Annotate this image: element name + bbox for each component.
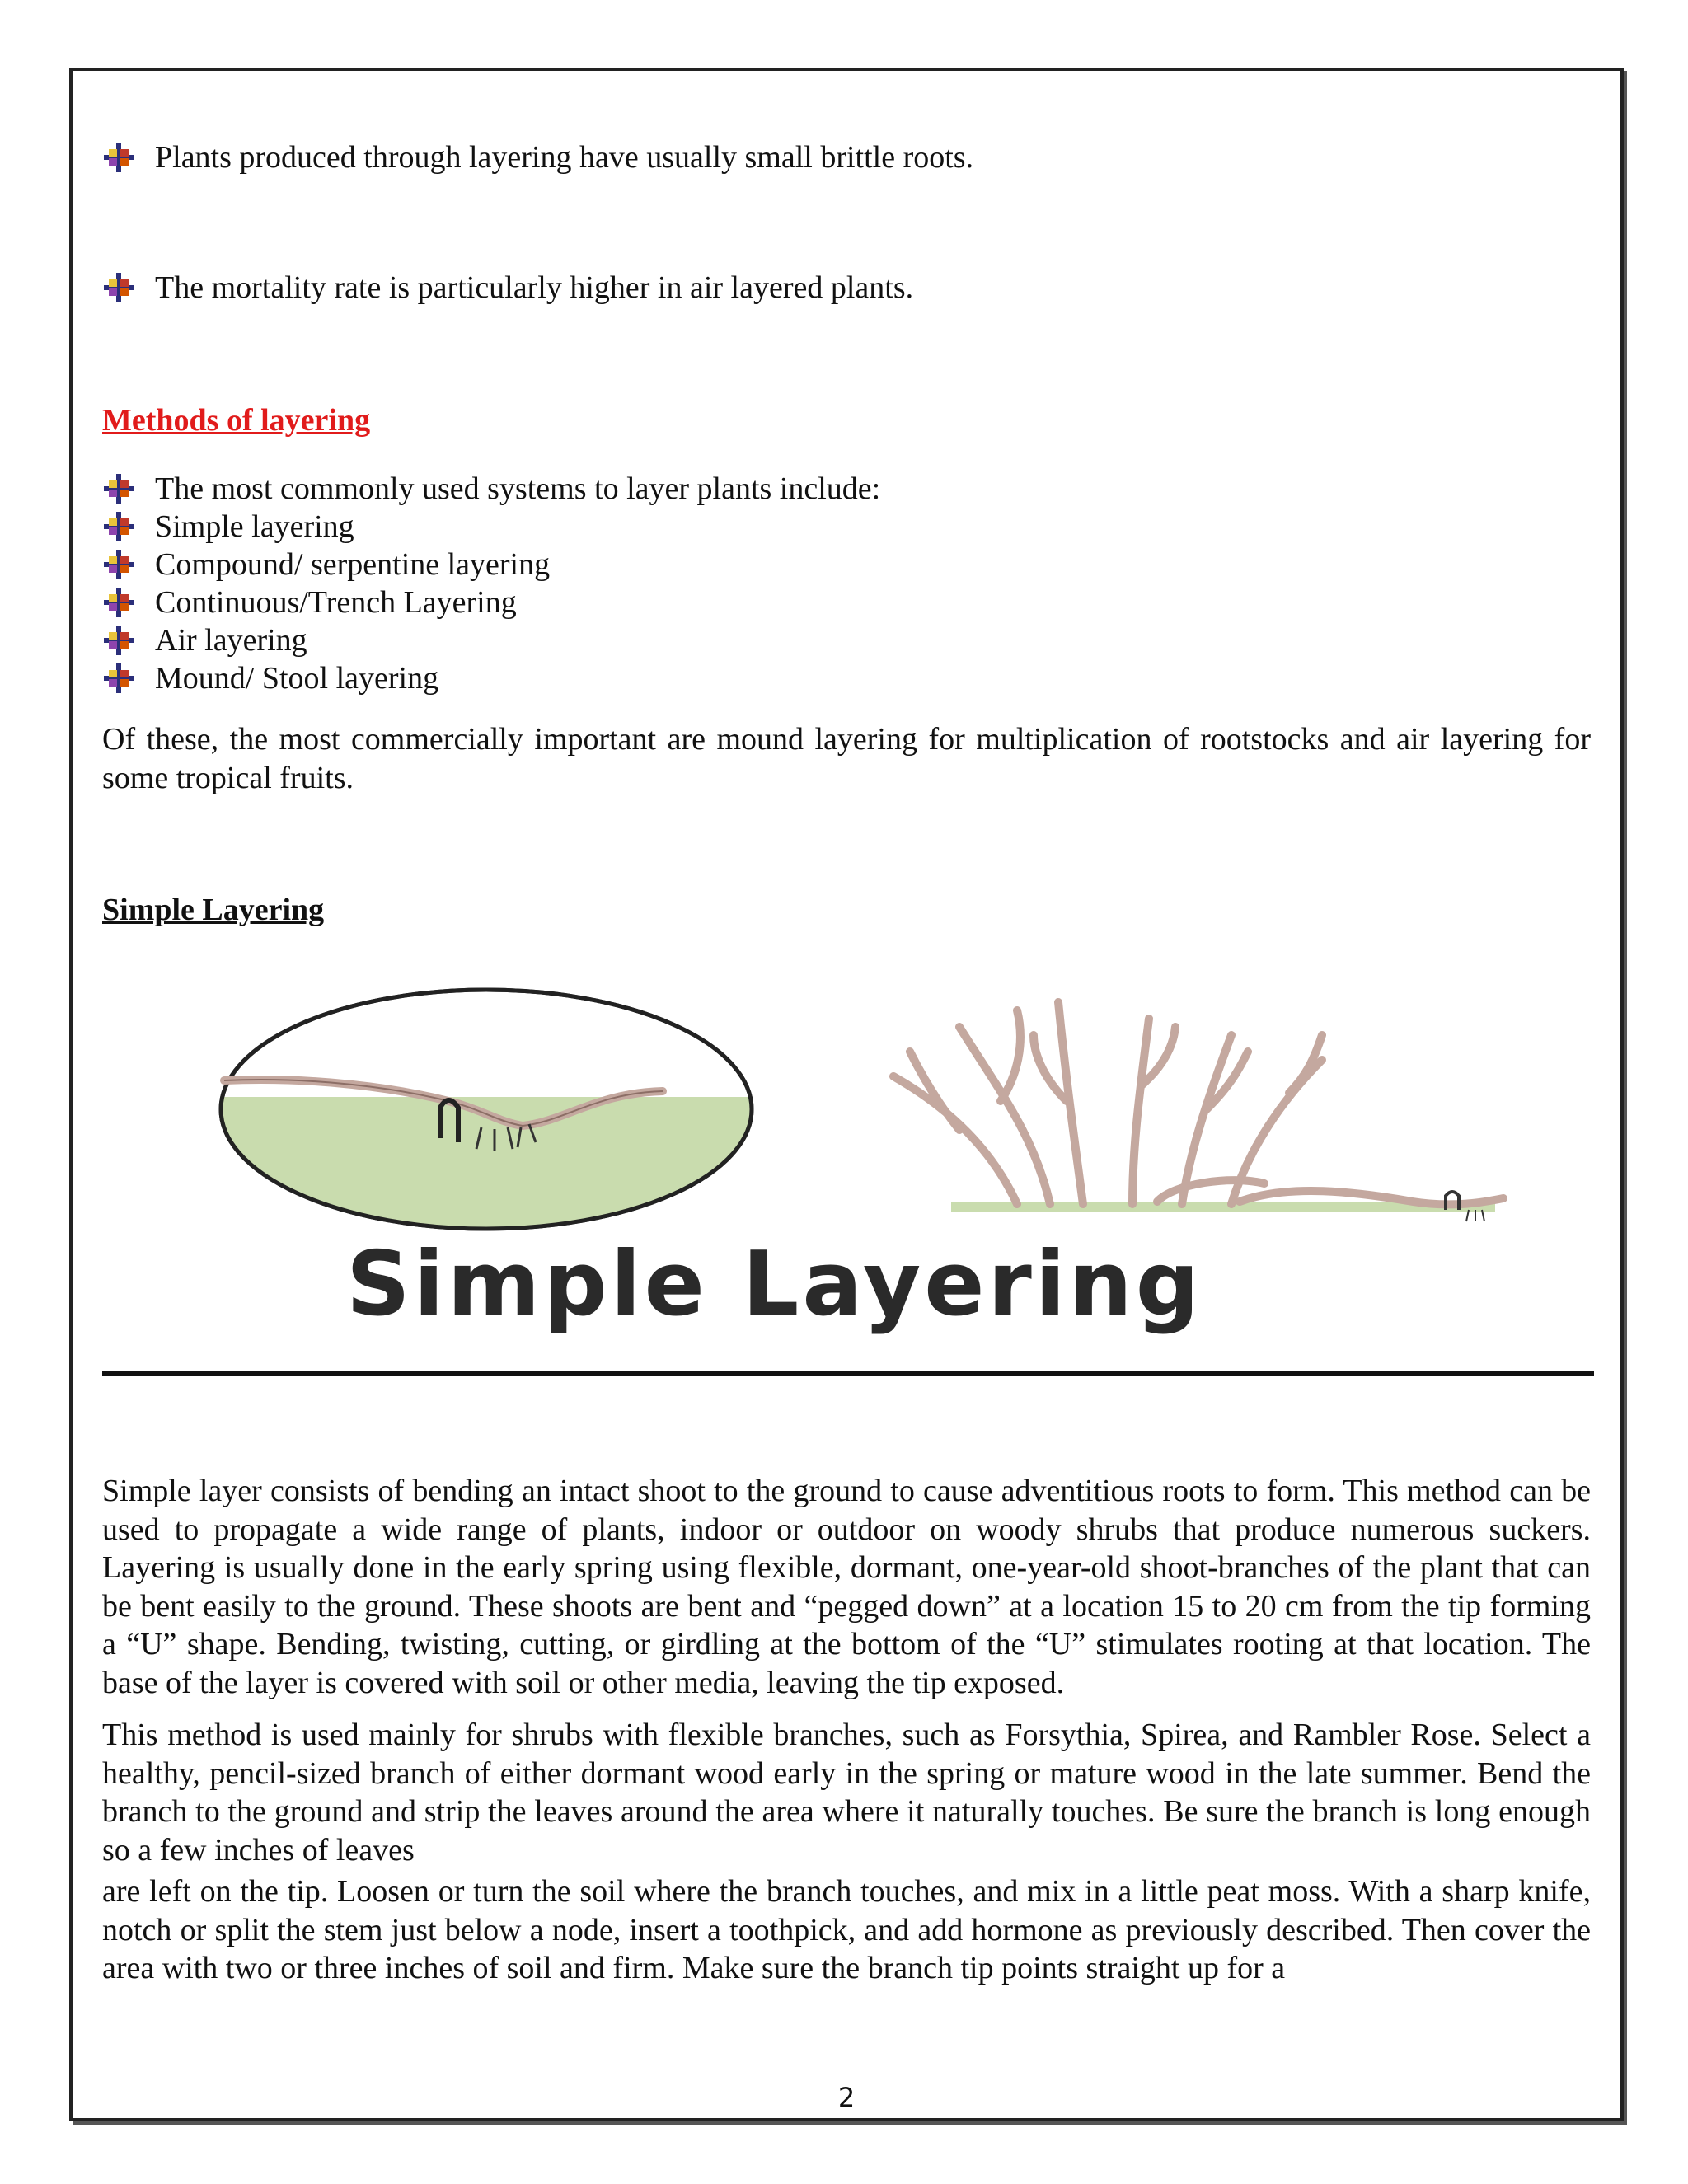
plus-cross-bullet-icon: [102, 141, 135, 174]
methods-heading: Methods of layering: [102, 403, 371, 438]
plus-cross-bullet-icon: [102, 548, 135, 581]
simple-layering-illustration: [135, 986, 1553, 1422]
list-item-text: The mortality rate is particularly higher in air layered plants.: [155, 270, 914, 305]
list-item: [102, 621, 307, 659]
list-item: [102, 470, 880, 508]
simple-layering-paragraph-2b: are left on the tip. Loosen or turn the soil where the branch touches, and mix in a little peat moss. With a sharp knife, notch or split the stem just below a node, insert a toothpick, and add hormone as previously described. Then cover the area with two or three inches of soil and firm. Make sure the branch tip points straight up for a: [102, 1874, 1591, 1985]
list-item-text: Plants produced through layering have usually small brittle roots.: [155, 140, 974, 175]
list-item-text: Air layering: [155, 623, 307, 658]
list-item-text: Simple layering: [155, 509, 354, 544]
plus-cross-bullet-icon: [102, 472, 135, 505]
list-item-text: The most commonly used systems to layer plants include:: [155, 471, 881, 506]
list-item-text: Compound/ serpentine layering: [155, 547, 551, 582]
simple-layering-paragraph-1: Simple layer consists of bending an intact shoot to the ground to cause adventitious roots to form. This method can be used to propagate a wide range of plants, indoor or outdoor on woody shrubs that produce numerous suckers. Layering is usually done in the early spring using flexible, dormant, one-year-old shoot-branches of the plant that can be bent easily to the ground. These shoots are bent and “pegged down” at a location 15 to 20 cm from the tip forming a “U” shape. Bending, twisting, cutting, or girdling at the bottom of the “U” stimulates rooting at that location. The base of the layer is covered with soil or other media, leaving the tip exposed.: [102, 1474, 1591, 1700]
divider: [102, 1371, 1594, 1376]
plus-cross-bullet-icon: [102, 271, 135, 304]
list-item-text: Continuous/Trench Layering: [155, 585, 517, 620]
illustration-label: Simple Layering: [346, 1233, 1203, 1336]
methods-note: Of these, the most commercially important are mound layering for multiplication of rootstocks and air layering for some tropical fruits.: [102, 722, 1591, 795]
simple-layering-paragraph-2a: This method is used mainly for shrubs with flexible branches, such as Forsythia, Spirea, and Rambler Rose. Select a healthy, pencil-sized branch of either dormant wood early in the spring or mature wood in the late summer. Bend the branch to the ground and strip the leaves around the area where it naturally touches. Be sure the branch is long enough so a few inches of leaves: [102, 1718, 1591, 1868]
plus-cross-bullet-icon: [102, 510, 135, 543]
list-item: [102, 508, 354, 546]
plus-cross-bullet-icon: [102, 586, 135, 619]
simple-layering-heading: Simple Layering: [102, 893, 325, 927]
plus-cross-bullet-icon: [102, 624, 135, 657]
page-frame: [69, 68, 1624, 2121]
bush-diagram: [893, 1002, 1503, 1221]
list-item: [102, 546, 550, 583]
soil-oval-diagram: [218, 990, 762, 1262]
list-item: [102, 138, 973, 176]
list-item: [102, 269, 913, 307]
list-item-text: Mound/ Stool layering: [155, 661, 439, 696]
list-item: [102, 583, 517, 621]
plus-cross-bullet-icon: [102, 662, 135, 695]
list-item: [102, 659, 438, 697]
page-number: 2: [837, 2082, 856, 2113]
